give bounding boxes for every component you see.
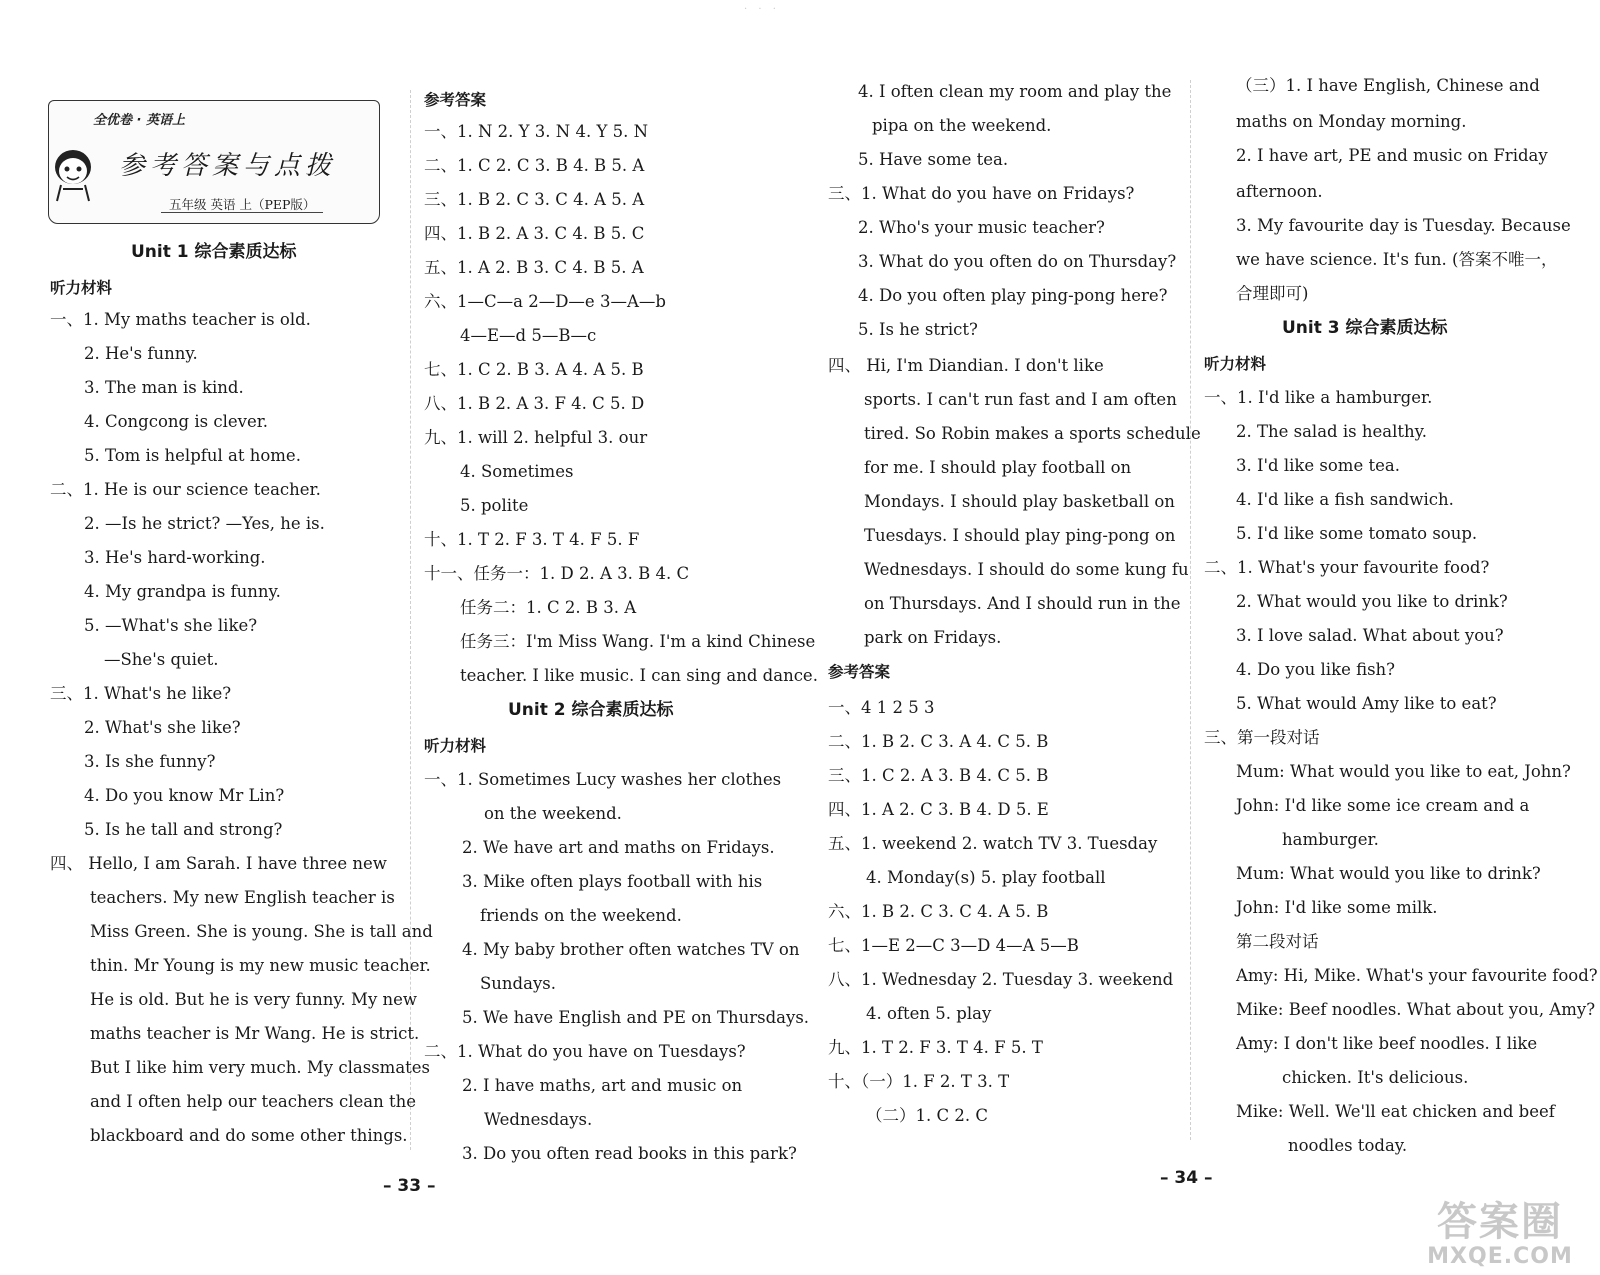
answer-line: 2. I have maths, art and music on — [462, 1076, 743, 1095]
watermark-domain: MXQE.COM — [1427, 1244, 1573, 1269]
answer-line: 四、 Hello, I am Sarah. I have three new — [50, 854, 387, 873]
answer-line: park on Fridays. — [864, 628, 1002, 647]
answer-line: and I often help our teachers clean the — [90, 1092, 416, 1111]
answer-line: 八、1. B 2. A 3. F 4. C 5. D — [424, 394, 645, 413]
answer-line: maths teacher is Mr Wang. He is strict. — [90, 1024, 420, 1043]
answer-line: Mike: Beef noodles. What about you, Amy? — [1236, 1000, 1596, 1019]
unit-section-heading: Unit 3 综合素质达标 — [1282, 318, 1448, 338]
answer-line: 六、1—C—a 2—D—e 3—A—b — [424, 292, 666, 311]
answer-line: 一、4 1 2 5 3 — [828, 698, 935, 717]
answer-line: 一、1. Sometimes Lucy washes her clothes — [424, 770, 782, 789]
answer-line: tired. So Robin makes a sports schedule — [864, 424, 1201, 443]
answer-line: 三、1. What do you have on Fridays? — [828, 184, 1135, 203]
answer-line: 二、1. What do you have on Tuesdays? — [424, 1042, 746, 1061]
answer-line: He is old. But he is very funny. My new — [90, 990, 418, 1009]
answer-line: 5. Tom is helpful at home. — [84, 446, 301, 465]
answer-line: John: I'd like some ice cream and a — [1236, 796, 1530, 815]
answer-key-banner — [48, 100, 380, 224]
answer-line: Sundays. — [480, 974, 556, 993]
answer-line: on Thursdays. And I should run in the — [864, 594, 1181, 613]
answer-line: 合理即可) — [1236, 284, 1309, 303]
answer-line: 3. Mike often plays football with his — [462, 872, 763, 891]
answer-line: maths on Monday morning. — [1236, 112, 1467, 131]
unit-section-heading: Unit 1 综合素质达标 — [131, 242, 297, 262]
answer-line: 2. We have art and maths on Fridays. — [462, 838, 775, 857]
answer-line: 七、1—E 2—C 3—D 4—A 5—B — [828, 936, 1079, 955]
answer-line: 2. What's she like? — [84, 718, 241, 737]
answer-line: pipa on the weekend. — [872, 116, 1052, 135]
subsection-heading: 听力材料 — [424, 737, 487, 755]
answer-line: 一、1. I'd like a hamburger. — [1204, 388, 1433, 407]
answer-line: 三、1. B 2. C 3. C 4. A 5. A — [424, 190, 645, 209]
answer-line: Tuesdays. I should play ping-pong on — [864, 526, 1176, 545]
answer-line: 3. Is she funny? — [84, 752, 216, 771]
banner-title: 参考答案与点拨 — [119, 151, 337, 181]
answer-line: 任务二：1. C 2. B 3. A — [460, 598, 637, 617]
answer-line: chicken. It's delicious. — [1282, 1068, 1469, 1087]
answer-line: Mike: Well. We'll eat chicken and beef — [1236, 1102, 1555, 1121]
answer-line: 4. Congcong is clever. — [84, 412, 269, 431]
answer-line: 4—E—d 5—B—c — [460, 326, 597, 345]
answer-line: 四、1. A 2. C 3. B 4. D 5. E — [828, 800, 1049, 819]
answer-line: 2. I have art, PE and music on Friday — [1236, 146, 1548, 165]
answer-line: 二、1. B 2. C 3. A 4. C 5. B — [828, 732, 1049, 751]
answer-line: Wednesdays. — [484, 1110, 593, 1129]
answer-line: 5. I'd like some tomato soup. — [1236, 524, 1478, 543]
answer-line: John: I'd like some milk. — [1236, 898, 1438, 917]
answer-line: 四、 Hi, I'm Diandian. I don't like — [828, 356, 1104, 375]
answer-line: noodles today. — [1288, 1136, 1408, 1155]
answer-line: 4. Sometimes — [460, 462, 574, 481]
answer-line: Amy: I don't like beef noodles. I like — [1236, 1034, 1538, 1053]
answer-line: 三、第一段对话 — [1204, 728, 1320, 747]
scan-mark: · · · — [744, 4, 780, 15]
answer-line: 5. polite — [460, 496, 529, 515]
answer-line: 二、1. C 2. C 3. B 4. B 5. A — [424, 156, 645, 175]
answer-line: 一、1. My maths teacher is old. — [50, 310, 311, 329]
answer-line: 十、（一）1. F 2. T 3. T — [828, 1072, 1010, 1091]
subsection-heading: 听力材料 — [50, 279, 113, 297]
answer-line: 3. My favourite day is Tuesday. Because — [1236, 216, 1571, 235]
answer-line: thin. Mr Young is my new music teacher. — [90, 956, 431, 975]
answer-line: 4. My baby brother often watches TV on — [462, 940, 800, 959]
answer-line: 5. What would Amy like to eat? — [1236, 694, 1497, 713]
answer-line: 3. The man is kind. — [84, 378, 244, 397]
answer-line: 三、1. What's he like? — [50, 684, 232, 703]
answer-line: Amy: Hi, Mike. What's your favourite food? — [1236, 966, 1598, 985]
answer-line: 2. He's funny. — [84, 344, 198, 363]
answer-line: 3. What do you often do on Thursday? — [858, 252, 1177, 271]
subsection-heading: 参考答案 — [828, 663, 891, 681]
answer-line: 三、1. C 2. A 3. B 4. C 5. B — [828, 766, 1049, 785]
answer-line: hamburger. — [1282, 830, 1379, 849]
answer-line: we have science. It's fun. (答案不唯一， — [1236, 250, 1558, 269]
answer-line: 4. My grandpa is funny. — [84, 582, 281, 601]
answer-line: 3. Do you often read books in this park? — [462, 1144, 797, 1163]
answer-line: sports. I can't run fast and I am often — [864, 390, 1177, 409]
answer-line: 3. He's hard-working. — [84, 548, 266, 567]
answer-line: 十一、任务一：1. D 2. A 3. B 4. C — [424, 564, 690, 583]
subsection-heading: 参考答案 — [424, 91, 487, 109]
answer-line: teachers. My new English teacher is — [90, 888, 395, 907]
answer-line: 5. —What's she like? — [84, 616, 258, 635]
answer-line: 3. I love salad. What about you? — [1236, 626, 1504, 645]
answer-line: （二）1. C 2. C — [866, 1106, 988, 1125]
page-number-left: – 33 – — [383, 1176, 436, 1196]
watermark-logo-text: 答案圈 — [1437, 1199, 1563, 1245]
answer-line: 二、1. He is our science teacher. — [50, 480, 321, 499]
answer-line: 五、1. A 2. B 3. C 4. B 5. A — [424, 258, 644, 277]
site-watermark — [1410, 1200, 1590, 1269]
answer-line: 5. Have some tea. — [858, 150, 1009, 169]
banner-subtitle: 五年级 英语 上（PEP版） — [161, 195, 323, 213]
answer-line: Wednesdays. I should do some kung fu — [864, 560, 1189, 579]
page-number-right: – 34 – — [1160, 1168, 1213, 1188]
answer-line: 六、1. B 2. C 3. C 4. A 5. B — [828, 902, 1049, 921]
answer-line: 第二段对话 — [1236, 932, 1319, 951]
answer-line: 九、1. will 2. helpful 3. our — [424, 428, 648, 447]
unit-section-heading: Unit 2 综合素质达标 — [508, 700, 674, 720]
answer-line: 二、1. What's your favourite food? — [1204, 558, 1490, 577]
cartoon-mascot-icon — [47, 145, 99, 205]
answer-line: （三）1. I have English, Chinese and — [1236, 76, 1540, 95]
answer-line: 四、1. B 2. A 3. C 4. B 5. C — [424, 224, 645, 243]
column-divider — [1190, 80, 1191, 1140]
subsection-heading: 听力材料 — [1204, 355, 1267, 373]
answer-line: Mum: What would you like to drink? — [1236, 864, 1541, 883]
series-mark: 全优卷 · 英语上 — [93, 113, 185, 128]
answer-line: 4. Monday(s) 5. play football — [866, 868, 1106, 887]
answer-line: Mum: What would you like to eat, John? — [1236, 762, 1571, 781]
answer-line: 五、1. weekend 2. watch TV 3. Tuesday — [828, 834, 1158, 853]
answer-line: 九、1. T 2. F 3. T 4. F 5. T — [828, 1038, 1043, 1057]
answer-line: 2. —Is he strict? —Yes, he is. — [84, 514, 325, 533]
answer-line: teacher. I like music. I can sing and dance. — [460, 666, 818, 685]
answer-line: afternoon. — [1236, 182, 1323, 201]
answer-line: 4. Do you know Mr Lin? — [84, 786, 285, 805]
answer-line: blackboard and do some other things. — [90, 1126, 408, 1145]
answer-line: 5. We have English and PE on Thursdays. — [462, 1008, 810, 1027]
answer-line: 2. Who's your music teacher? — [858, 218, 1105, 237]
answer-line: 4. Do you like fish? — [1236, 660, 1396, 679]
answer-line: But I like him very much. My classmates — [90, 1058, 431, 1077]
answer-line: 七、1. C 2. B 3. A 4. A 5. B — [424, 360, 644, 379]
answer-line: —She's quiet. — [104, 650, 219, 669]
answer-line: Mondays. I should play basketball on — [864, 492, 1175, 511]
answer-line: 任务三：I'm Miss Wang. I'm a kind Chinese — [460, 632, 816, 651]
answer-line: friends on the weekend. — [480, 906, 682, 925]
answer-line: 4. I'd like a fish sandwich. — [1236, 490, 1454, 509]
answer-line: 3. I'd like some tea. — [1236, 456, 1400, 475]
answer-line: 4. often 5. play — [866, 1004, 992, 1023]
answer-line: Miss Green. She is young. She is tall and — [90, 922, 433, 941]
answer-line: for me. I should play football on — [864, 458, 1132, 477]
answer-line: on the weekend. — [484, 804, 622, 823]
answer-line: 4. I often clean my room and play the — [858, 82, 1172, 101]
answer-line: 5. Is he strict? — [858, 320, 978, 339]
answer-line: 4. Do you often play ping-pong here? — [858, 286, 1168, 305]
answer-line: 一、1. N 2. Y 3. N 4. Y 5. N — [424, 122, 649, 141]
answer-line: 2. What would you like to drink? — [1236, 592, 1508, 611]
answer-line: 十、1. T 2. F 3. T 4. F 5. F — [424, 530, 640, 549]
answer-line: 八、1. Wednesday 2. Tuesday 3. weekend — [828, 970, 1174, 989]
answer-line: 5. Is he tall and strong? — [84, 820, 283, 839]
answer-line: 2. The salad is healthy. — [1236, 422, 1427, 441]
